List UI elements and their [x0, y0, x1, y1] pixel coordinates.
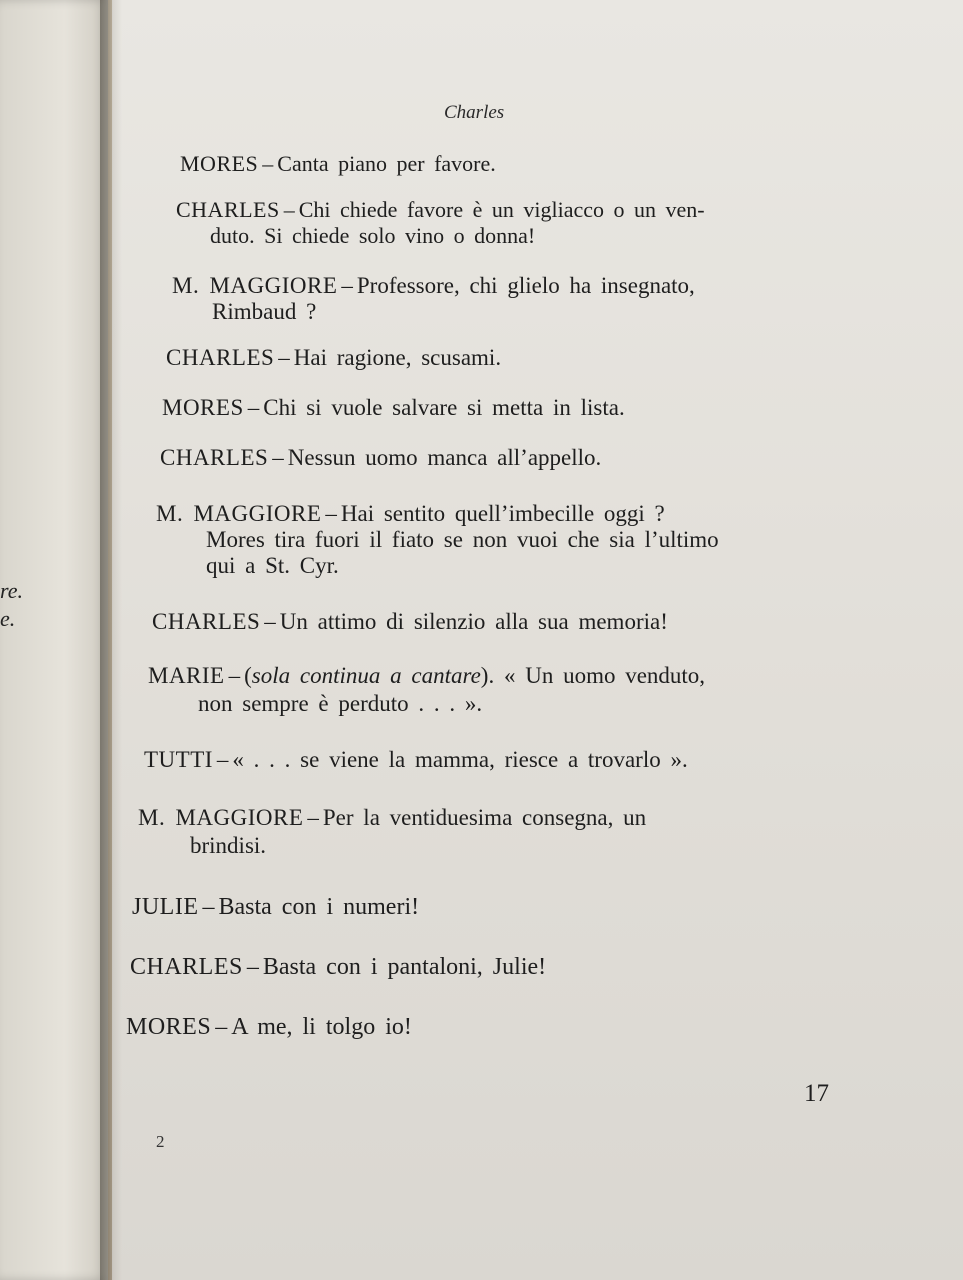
dialogue-line: M. MAGGIORE – Per la ventiduesima consegna, un — [138, 805, 647, 830]
dialogue-line: MARIE – (sola continua a cantare). « Un uomo venduto, — [148, 663, 706, 688]
dialogue-text: A me, li tolgo io! — [231, 1014, 412, 1040]
facing-page — [0, 0, 108, 1280]
dialogue-text: « . . . se viene la mamma, riesce a trovarlo ». — [232, 747, 688, 772]
dialogue-text: Hai ragione, scusami. — [293, 345, 502, 370]
dialogue-text: duto. Si chiede solo vino o donna! — [210, 223, 536, 248]
book-page — [112, 0, 963, 1280]
dialogue-text: Basta con i pantaloni, Julie! — [262, 954, 547, 980]
page-number: 17 — [804, 1080, 829, 1107]
dialogue-text: Basta con i numeri! — [218, 894, 420, 920]
dialogue-line — [190, 832, 266, 859]
running-head: Charles — [444, 102, 505, 123]
dialogue-line: CHARLES – Un attimo di silenzio alla sua memoria! — [152, 609, 668, 634]
speaker-name: MORES — [162, 395, 244, 420]
speaker-name: M. MAGGIORE — [172, 273, 338, 298]
stage-direction: sola continua a cantare — [251, 663, 481, 688]
dialogue-text: Rimbaud ? — [212, 299, 317, 324]
speaker-name: MORES — [126, 1014, 212, 1040]
dialogue-text: « Un uomo venduto, — [503, 663, 706, 688]
facing-page-fragment: e. — [0, 606, 16, 631]
signature-number: 2 — [156, 1132, 165, 1151]
speaker-name: MARIE — [148, 663, 225, 688]
dialogue-line: MORES – Canta piano per favore. — [180, 151, 496, 176]
dialogue-text: qui a St. Cyr. — [206, 553, 339, 578]
dialogue-text: Hai sentito quell’imbecille oggi ? — [340, 501, 665, 526]
dialogue-line: TUTTI – « . . . se viene la mamma, riesce a trovarlo ». — [144, 747, 688, 772]
speaker-name: MORES — [180, 151, 259, 176]
dialogue-line: CHARLES – Basta con i pantaloni, Julie! — [130, 954, 547, 980]
dialogue-text: Professore, chi glielo ha insegnato, — [356, 273, 695, 298]
speaker-name: TUTTI — [144, 747, 213, 772]
dialogue-line: CHARLES – Chi chiede favore è un vigliacco o un ven- — [176, 197, 705, 222]
dialogue-line: MORES – Chi si vuole salvare si metta in lista. — [162, 395, 625, 420]
dialogue-text: Un attimo di silenzio alla sua memoria! — [279, 609, 668, 634]
dialogue-text: Mores tira fuori il fiato se non vuoi che sia l’ultimo — [206, 527, 719, 552]
dialogue-text: Chi chiede favore è un vigliacco o un ven- — [298, 197, 705, 222]
dialogue-line: MORES – A me, li tolgo io! — [126, 1014, 412, 1040]
dialogue-line — [206, 526, 719, 553]
dialogue-line: CHARLES – Hai ragione, scusami. — [166, 345, 502, 370]
speaker-name: CHARLES — [130, 954, 243, 980]
dialogue-line — [212, 298, 316, 325]
dialogue-line — [206, 552, 339, 579]
dialogue-line: CHARLES – Nessun uomo manca all’appello. — [160, 445, 602, 470]
speaker-name: M. MAGGIORE — [156, 501, 322, 526]
dialogue-text: Nessun uomo manca all’appello. — [287, 445, 602, 470]
dialogue-text: Canta piano per favore. — [277, 151, 496, 176]
speaker-name: CHARLES — [166, 345, 275, 370]
speaker-name: CHARLES — [152, 609, 261, 634]
dialogue-line: M. MAGGIORE – Professore, chi glielo ha insegnato, — [172, 273, 695, 298]
dialogue-text: non sempre è perduto . . . ». — [198, 691, 483, 716]
dialogue-text: brindisi. — [190, 833, 267, 858]
speaker-name: CHARLES — [176, 197, 280, 222]
speaker-name: M. MAGGIORE — [138, 805, 304, 830]
dialogue-text: Chi si vuole salvare si metta in lista. — [263, 395, 625, 420]
dialogue-line — [210, 222, 535, 249]
gutter-shadow — [100, 0, 122, 1280]
dialogue-line — [198, 690, 482, 717]
dialogue-text: Per la ventiduesima consegna, un — [322, 805, 647, 830]
speaker-name: CHARLES — [160, 445, 269, 470]
facing-page-fragment: re. — [0, 578, 24, 603]
speaker-name: JULIE — [132, 894, 199, 920]
dialogue-line: M. MAGGIORE – Hai sentito quell’imbecille oggi ? — [156, 501, 665, 526]
dialogue-line: JULIE – Basta con i numeri! — [132, 894, 420, 920]
